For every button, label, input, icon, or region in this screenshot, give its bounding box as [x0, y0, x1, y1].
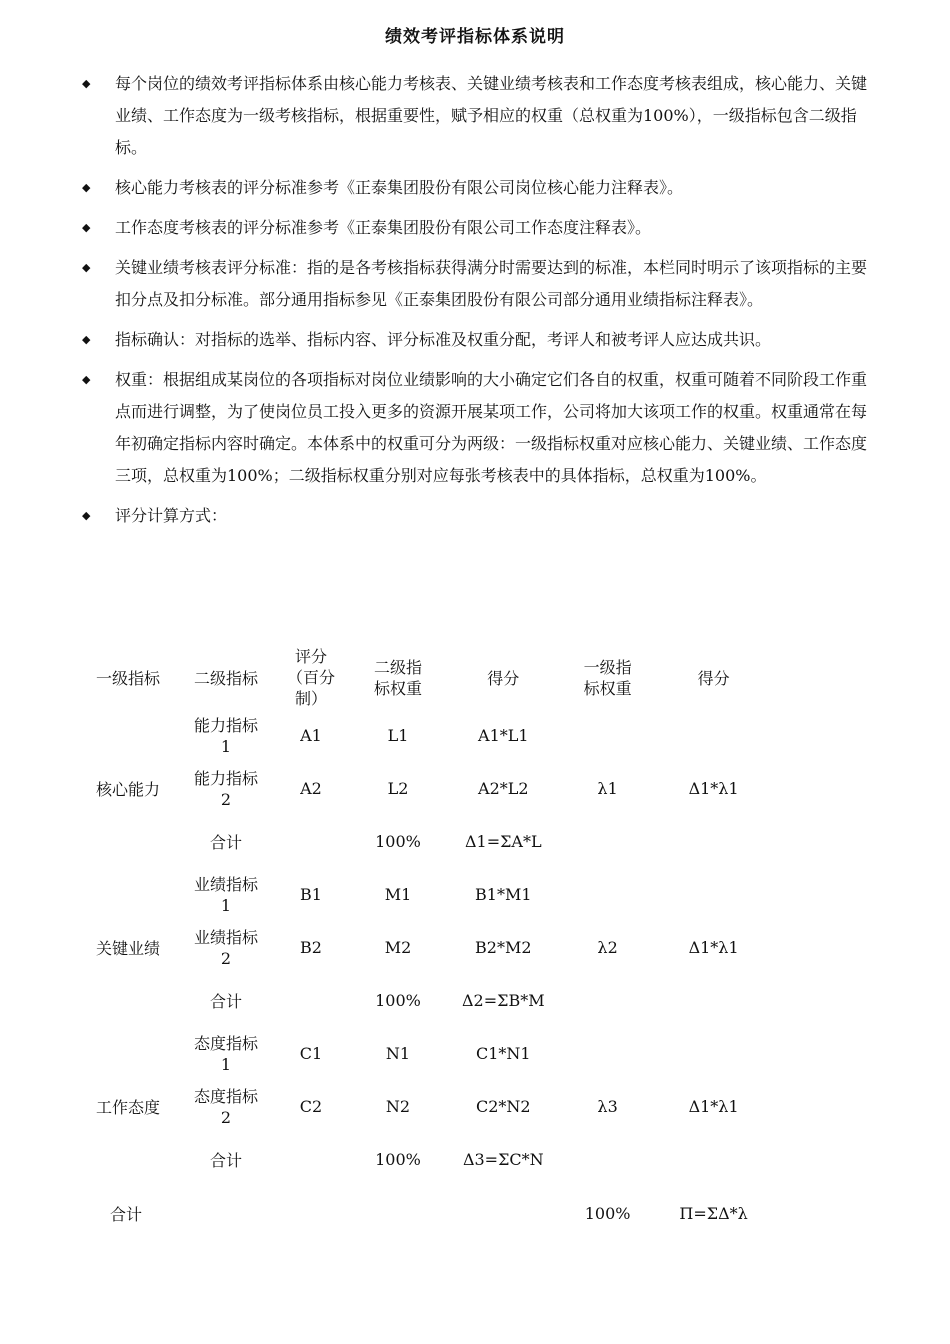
result-cell: B1*M1 [475, 885, 532, 904]
weight-cell: 100% [375, 991, 421, 1010]
header-level1-weight: 一级指标权重 [583, 657, 632, 698]
result-cell: B2*M2 [475, 938, 532, 957]
header-result: 得分 [487, 669, 520, 688]
diamond-bullet-icon: ◆ [82, 333, 91, 346]
weight-cell: 100% [375, 1150, 421, 1169]
header-level2-weight: 二级指标权重 [373, 657, 422, 698]
table-row [82, 868, 767, 921]
diamond-bullet-icon: ◆ [82, 221, 91, 234]
level2-name: 态度指标1 [193, 1033, 258, 1074]
result-cell: C2*N2 [475, 1097, 531, 1116]
score-cell [278, 815, 344, 868]
bullet-item [82, 172, 882, 204]
score-cell: C1 [299, 1044, 323, 1063]
score-cell: B2 [300, 938, 322, 957]
level1-cell: 关键业绩 [95, 939, 160, 958]
bullet-item [82, 364, 882, 492]
level1-cell: 核心能力 [95, 780, 160, 799]
bullet-text: 权重：根据组成某岗位的各项指标对岗位业绩影响的大小确定它们各自的权重，权重可随着不同阶段工作重点而进行调整，为了使岗位员工投入更多的资源开展某项工作，公司将加大该项工作的权重。权重通常在每年初确定指标内容时确定。本体系中的权重可分为两级：一级指标权重对应核心能力、关键业绩、工作态度三项，总权重为100%；二级指标权重分别对应每张考核表中的具体指标，总权重为100%。 [115, 370, 868, 485]
result-cell: A1*L1 [478, 726, 529, 745]
bullet-text: 工作态度考核表的评分标准参考《正泰集团股份有限公司工作态度注释表》。 [115, 218, 652, 237]
level1-weight-cell: λ3 [597, 1097, 618, 1116]
weight-cell: 100% [375, 832, 421, 851]
level2-name: 能力指标1 [193, 715, 258, 756]
bullet-item [82, 252, 882, 316]
score-cell: C2 [299, 1097, 323, 1116]
result-cell: C1*N1 [475, 1044, 531, 1063]
header-final-result: 得分 [697, 669, 730, 688]
bullet-item [82, 68, 882, 164]
weight-cell: L1 [387, 726, 409, 745]
level1-cell: 工作态度 [95, 1098, 160, 1117]
level1-result-cell: Δ1*λ1 [688, 1097, 739, 1116]
table-row [82, 709, 767, 762]
weight-cell: M1 [384, 885, 412, 904]
table-header-row [82, 646, 767, 709]
score-cell: A2 [300, 779, 322, 798]
diamond-bullet-icon: ◆ [82, 261, 91, 274]
diamond-bullet-icon: ◆ [82, 181, 91, 194]
score-cell [278, 1133, 344, 1186]
level2-name: 态度指标2 [193, 1086, 258, 1127]
level1-result-cell: Δ1*λ1 [688, 938, 739, 957]
level1-weight-cell: λ1 [597, 779, 618, 798]
total-row [82, 1186, 767, 1240]
result-cell: Δ3=ΣC*N [462, 1150, 544, 1169]
level1-result-cell: Δ1*λ1 [688, 779, 739, 798]
bullet-text: 指标确认：对指标的选举、指标内容、评分标准及权重分配，考评人和被考评人应达成共识。 [115, 330, 772, 349]
bullet-text: 关键业绩考核表评分标准：指的是各考核指标获得满分时需要达到的标准，本栏同时明示了该项指标的主要扣分点及扣分标准。部分通用指标参见《正泰集团股份有限公司部分通用业绩指标注释表》。 [115, 258, 868, 309]
bullet-item [82, 324, 882, 356]
bullet-item [82, 212, 882, 244]
diamond-bullet-icon: ◆ [82, 509, 91, 522]
level2-name: 业绩指标1 [193, 874, 258, 915]
diamond-bullet-icon: ◆ [82, 77, 91, 90]
total-label: 合计 [110, 1204, 143, 1224]
level2-name: 合计 [209, 992, 242, 1011]
level2-name: 合计 [209, 833, 242, 852]
weight-cell: M2 [384, 938, 412, 957]
header-score: 评分（百分制） [286, 647, 335, 708]
weight-cell: N2 [385, 1097, 411, 1116]
weight-cell: N1 [385, 1044, 411, 1063]
bullet-list [82, 68, 882, 540]
header-level1: 一级指标 [95, 669, 160, 688]
result-cell: A2*L2 [478, 779, 529, 798]
result-cell: Δ2=ΣB*M [462, 991, 545, 1010]
total-formula-cell: Π=ΣΔ*λ [679, 1203, 748, 1223]
bullet-item [82, 500, 882, 532]
table-row [82, 1027, 767, 1080]
score-cell: B1 [300, 885, 322, 904]
score-cell: A1 [300, 726, 322, 745]
score-calculation-table [82, 646, 767, 1240]
level2-name: 合计 [209, 1151, 242, 1170]
page-title: 绩效考评指标体系说明 [385, 27, 565, 47]
result-cell: Δ1=ΣA*L [464, 832, 542, 851]
bullet-text: 评分计算方式： [115, 506, 228, 525]
level2-name: 业绩指标2 [193, 927, 258, 968]
level2-name: 能力指标2 [193, 768, 258, 809]
diamond-bullet-icon: ◆ [82, 373, 91, 386]
bullet-text: 核心能力考核表的评分标准参考《正泰集团股份有限公司岗位核心能力注释表》。 [115, 178, 684, 197]
header-level2: 二级指标 [193, 669, 258, 688]
total-weight-cell: 100% [584, 1203, 631, 1223]
weight-cell: L2 [387, 779, 409, 798]
bullet-text: 每个岗位的绩效考评指标体系由核心能力考核表、关键业绩考核表和工作态度考核表组成，核心能力、关键业绩、工作态度为一级考核指标，根据重要性，赋予相应的权重（总权重为100%），一级指标包含二级指标。 [115, 74, 868, 157]
score-cell [278, 974, 344, 1027]
level1-weight-cell: λ2 [597, 938, 618, 957]
